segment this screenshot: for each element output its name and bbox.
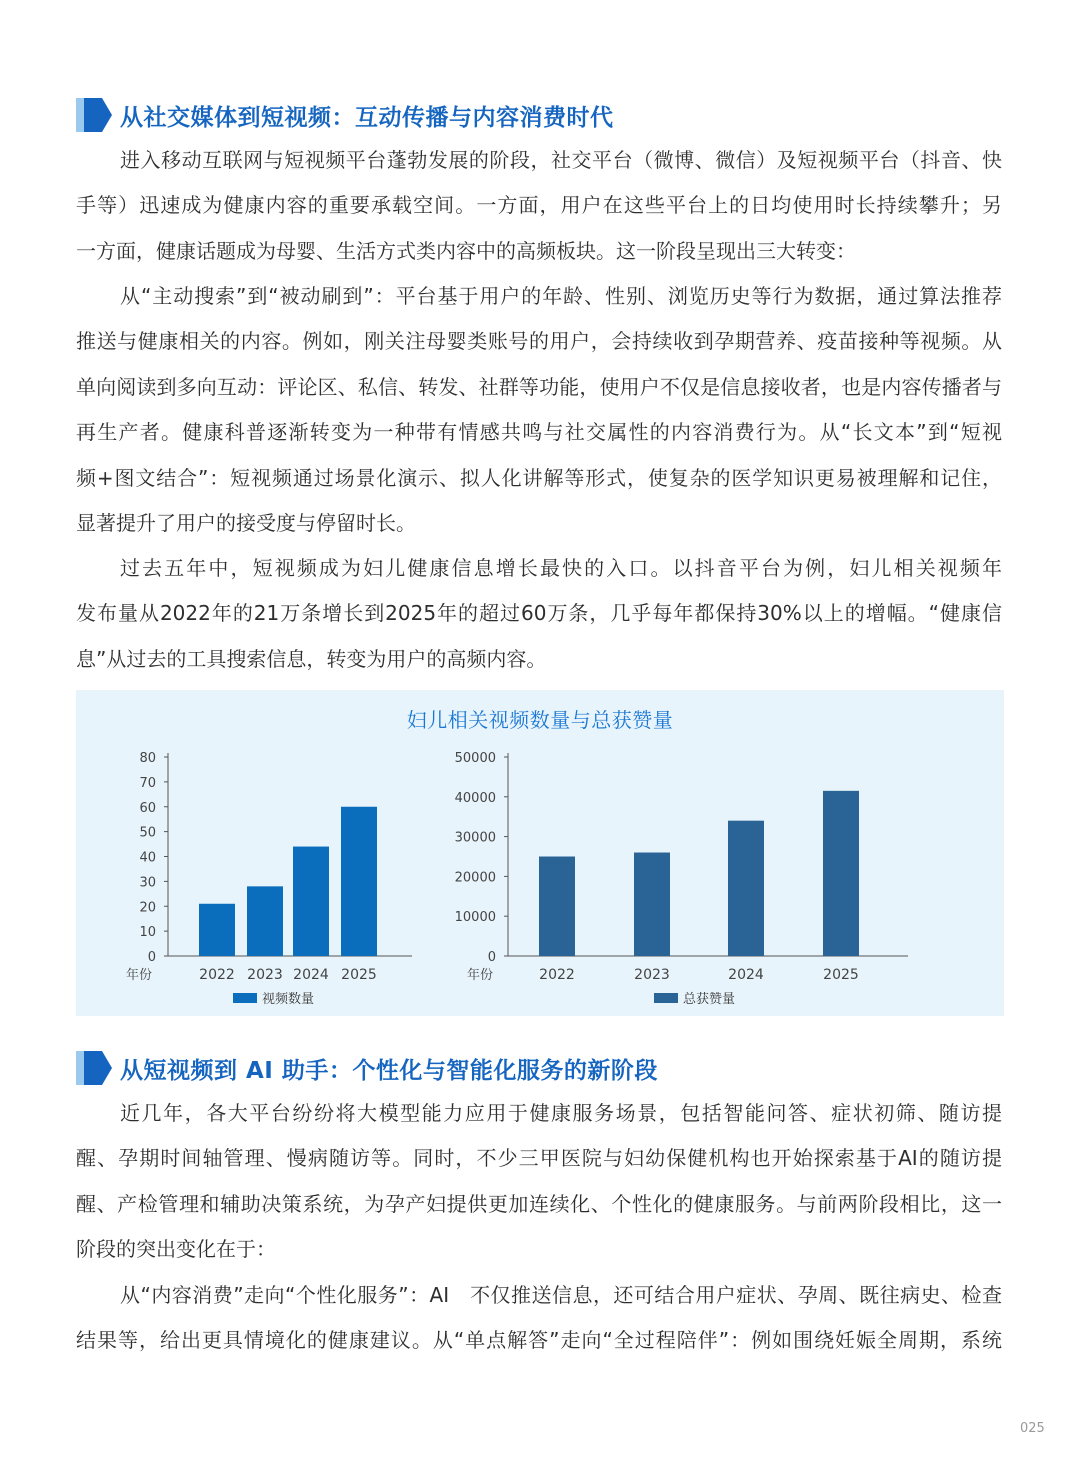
chart-panel (76, 690, 1004, 1016)
y-tick-label: 30000 (454, 830, 496, 846)
text-line: 进入移动互联网与短视频平台蓬勃发展的阶段，社交平台（微博、微信）及短视频平台（抖音、快 (120, 148, 1002, 172)
y-tick-label: 10000 (454, 910, 496, 926)
x-axis-label: 年份 (467, 968, 494, 983)
bar (199, 904, 235, 956)
text-line: 显著提升了用户的接受度与停留时长。 (76, 511, 416, 536)
y-tick-label: 70 (139, 775, 156, 791)
bar (247, 886, 283, 956)
y-tick-label: 20 (139, 900, 156, 916)
x-tick-label: 2022 (539, 967, 575, 983)
heading-marker-icon (76, 1051, 112, 1085)
text-line: 醒、产检管理和辅助决策系统，为孕产妇提供更加连续化、个性化的健康服务。与前两阶段相比，这一 (76, 1191, 1002, 1216)
text-line: 一方面，健康话题成为母婴、生活方式类内容中的高频板块。这一阶段呈现出三大转变： (76, 238, 856, 263)
x-tick-label: 2025 (823, 967, 859, 983)
heading-marker-icon (76, 98, 112, 132)
legend-label: 视频数量 (262, 992, 315, 1007)
section-heading-2 (76, 1051, 658, 1085)
y-tick-label: 80 (139, 751, 156, 766)
section1-paragraph-3 (76, 546, 1002, 682)
section1-paragraph-1 (76, 138, 1002, 274)
x-tick-label: 2024 (293, 967, 329, 983)
x-tick-label: 2023 (247, 967, 283, 983)
text-line: 息”从过去的工具搜索信息，转变为用户的高频内容。 (76, 646, 547, 671)
y-tick-label: 60 (139, 800, 156, 816)
text-line: 近几年，各大平台纷纷将大模型能力应用于健康服务场景，包括智能问答、症状初筛、随访提 (120, 1101, 1002, 1125)
text-line: 再生产者。健康科普逐渐转变为一种带有情感共鸣与社交属性的内容消费行为。从“长文本”到“短视 (76, 420, 1002, 445)
y-tick-label: 0 (147, 950, 156, 965)
x-tick-label: 2022 (199, 967, 235, 983)
text-line: 从“主动搜索”到“被动刷到”：平台基于用户的年龄、性别、浏览历史等行为数据，通过算法推荐 (120, 284, 1002, 308)
y-tick-label: 50 (139, 825, 156, 841)
text-line: 从“内容消费”走向“个性化服务”：AI 不仅推送信息，还可结合用户症状、孕周、既往病史、检查 (120, 1283, 1002, 1307)
text-line: 醒、孕期时间轴管理、慢病随访等。同时，不少三甲医院与妇幼保健机构也开始探索基于AI的随访提 (76, 1146, 1002, 1171)
x-axis-label: 年份 (126, 968, 153, 983)
text-line: 发布量从2022年的21万条增长到2025年的超过60万条，几乎每年都保持30%以上的增幅。“健康信 (76, 601, 1002, 626)
legend-label: 总获赞量 (683, 992, 736, 1007)
bar (634, 853, 670, 956)
bar (728, 821, 764, 956)
bar (341, 807, 377, 956)
x-tick-label: 2023 (634, 967, 670, 983)
x-tick-label: 2025 (341, 967, 377, 983)
text-line: 推送与健康相关的内容。例如，刚关注母婴类账号的用户，会持续收到孕期营养、疫苗接种等视频。从 (76, 329, 1002, 354)
section-heading-1 (76, 98, 614, 132)
y-tick-label: 20000 (454, 870, 496, 886)
section-heading-text: 从短视频到 AI 助手：个性化与智能化服务的新阶段 (120, 1057, 658, 1084)
x-tick-label: 2024 (728, 967, 764, 983)
y-tick-label: 50000 (454, 751, 496, 766)
y-tick-label: 30 (139, 875, 156, 891)
text-line: 单向阅读到多向互动：评论区、私信、转发、社群等功能，使用户不仅是信息接收者，也是内容传播者与 (76, 374, 1002, 399)
page-number: 025 (1020, 1421, 1045, 1436)
text-line: 阶段的突出变化在于： (76, 1237, 276, 1262)
text-line: 结果等，给出更具情境化的健康建议。从“单点解答”走向“全过程陪伴”：例如围绕妊娠全周期，系统 (76, 1328, 1002, 1353)
legend-swatch (654, 993, 678, 1003)
y-tick-label: 40 (139, 850, 156, 866)
y-tick-label: 0 (487, 950, 496, 965)
y-tick-label: 10 (139, 925, 156, 941)
y-tick-label: 40000 (454, 790, 496, 806)
bar (823, 791, 859, 956)
text-line: 过去五年中，短视频成为妇儿健康信息增长最快的入口。以抖音平台为例，妇儿相关视频年 (120, 556, 1002, 580)
chart-figure (76, 690, 1004, 1016)
section2-paragraph-1 (76, 1091, 1002, 1273)
section-heading-text: 从社交媒体到短视频：互动传播与内容消费时代 (120, 104, 614, 131)
text-line: 频+图文结合”：短视频通过场景化演示、拟人化讲解等形式，使复杂的医学知识更易被理解和记住， (76, 465, 1002, 490)
chart-title: 妇儿相关视频数量与总获赞量 (406, 708, 674, 732)
section1-paragraph-2 (76, 274, 1002, 546)
legend-swatch (233, 993, 257, 1003)
text-line: 手等）迅速成为健康内容的重要承载空间。一方面，用户在这些平台上的日均使用时长持续攀升；另 (76, 193, 1002, 218)
section2-paragraph-2 (76, 1273, 1002, 1364)
bar (293, 847, 329, 956)
bar (539, 857, 575, 957)
